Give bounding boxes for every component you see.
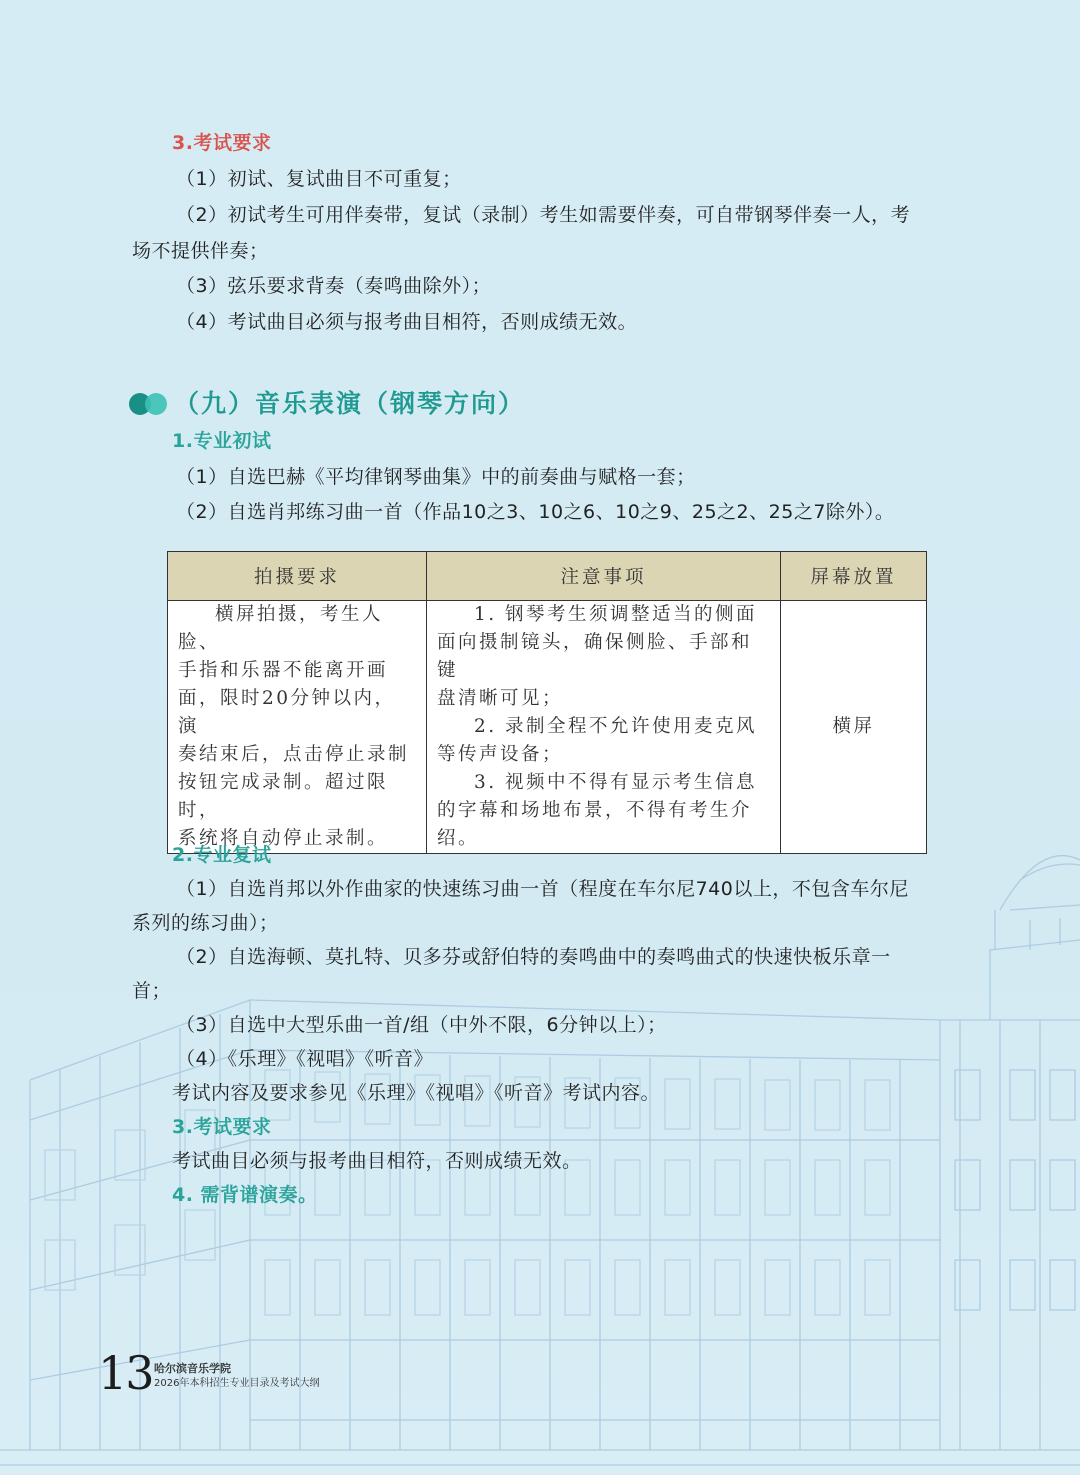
exam-requirements-heading-2: 3.考试要求 [172, 1116, 272, 1138]
cell-line: 的字幕和场地布景，不得有考生介 [437, 800, 753, 821]
cell-notes [427, 601, 781, 854]
memorize-requirement: 4. 需背谱演奏。 [172, 1184, 318, 1206]
footer-subtitle: 2026年本科招生专业目录及考试大纲 [154, 1378, 320, 1389]
requirement-item-2-cont: 场不提供伴奏； [132, 240, 269, 262]
prelim-item-1: （1）自选巴赫《平均律钢琴曲集》中的前奏曲与赋格一套； [176, 466, 696, 488]
cell-line: 等传声设备； [437, 744, 564, 765]
retest-item-1: （1）自选肖邦以外作曲家的快速练习曲一首（程度在车尔尼740以上，不包含车尔尼 [176, 878, 909, 900]
retest-item-4-note: 考试内容及要求参见《乐理》《视唱》《听音》考试内容。 [172, 1082, 661, 1104]
cell-line: 面，限时20分钟以内，演 [178, 688, 396, 737]
retest-item-4: （4）《乐理》《视唱》《听音》 [176, 1048, 434, 1070]
requirement-item-1: （1）初试、复试曲目不可重复； [176, 168, 462, 190]
retest-item-2-cont: 首； [132, 980, 172, 1002]
cell-line: 2. 录制全程不允许使用麦克风 [474, 716, 758, 737]
cell-line: 3. 视频中不得有显示考生信息 [474, 772, 758, 793]
cell-line: 系统将自动停止录制。 [178, 828, 389, 849]
cell-line: 1. 钢琴考生须调整适当的侧面 [474, 604, 758, 625]
table-row [168, 601, 927, 854]
header-notes: 注意事项 [427, 552, 781, 601]
cell-line: 绍。 [437, 828, 480, 849]
header-shooting-requirements: 拍摄要求 [168, 552, 427, 601]
exam-requirements-text: 考试曲目必须与报考曲目相符，否则成绩无效。 [172, 1150, 582, 1172]
section-title: （九）音乐表演（钢琴方向） [174, 389, 526, 418]
exam-requirements-heading: 3.考试要求 [172, 132, 272, 154]
section-bullet-icon [128, 392, 170, 416]
cell-line: 面向摄制镜头，确保侧脸、手部和键 [437, 632, 753, 681]
cell-line: 盘清晰可见； [437, 688, 564, 709]
cell-line: 按钮完成录制。超过限时， [178, 772, 389, 821]
prelim-heading: 1.专业初试 [172, 430, 272, 452]
cell-line: 手指和乐器不能离开画 [178, 660, 389, 681]
cell-line: 奏结束后，点击停止录制 [178, 744, 410, 765]
requirement-item-2: （2）初试考生可用伴奏带，复试（录制）考生如需要伴奏，可自带钢琴伴奏一人，考 [176, 204, 911, 226]
recording-requirements-table [167, 551, 927, 854]
prelim-item-2: （2）自选肖邦练习曲一首（作品10之3、10之6、10之9、25之2、25之7除外）。 [176, 501, 895, 523]
page-number: 13 [98, 1346, 153, 1400]
requirement-item-3: （3）弦乐要求背奏（奏鸣曲除外）； [176, 275, 492, 297]
cell-line: 横屏拍摄，考生人脸、 [178, 604, 384, 653]
header-screen-placement: 屏幕放置 [781, 552, 927, 601]
cell-shooting-requirements [168, 601, 427, 854]
footer-school-name: 哈尔滨音乐学院 [154, 1362, 231, 1375]
cell-screen-placement: 横屏 [781, 601, 927, 854]
retest-item-2: （2）自选海顿、莫扎特、贝多芬或舒伯特的奏鸣曲中的奏鸣曲式的快速快板乐章一 [176, 946, 891, 968]
retest-item-1-cont: 系列的练习曲）； [132, 912, 279, 934]
retest-heading: 2.专业复试 [172, 844, 272, 866]
retest-item-3: （3）自选中大型乐曲一首/组（中外不限，6分钟以上）； [176, 1014, 667, 1036]
table-header-row [168, 552, 927, 601]
requirement-item-4: （4）考试曲目必须与报考曲目相符，否则成绩无效。 [176, 311, 638, 333]
